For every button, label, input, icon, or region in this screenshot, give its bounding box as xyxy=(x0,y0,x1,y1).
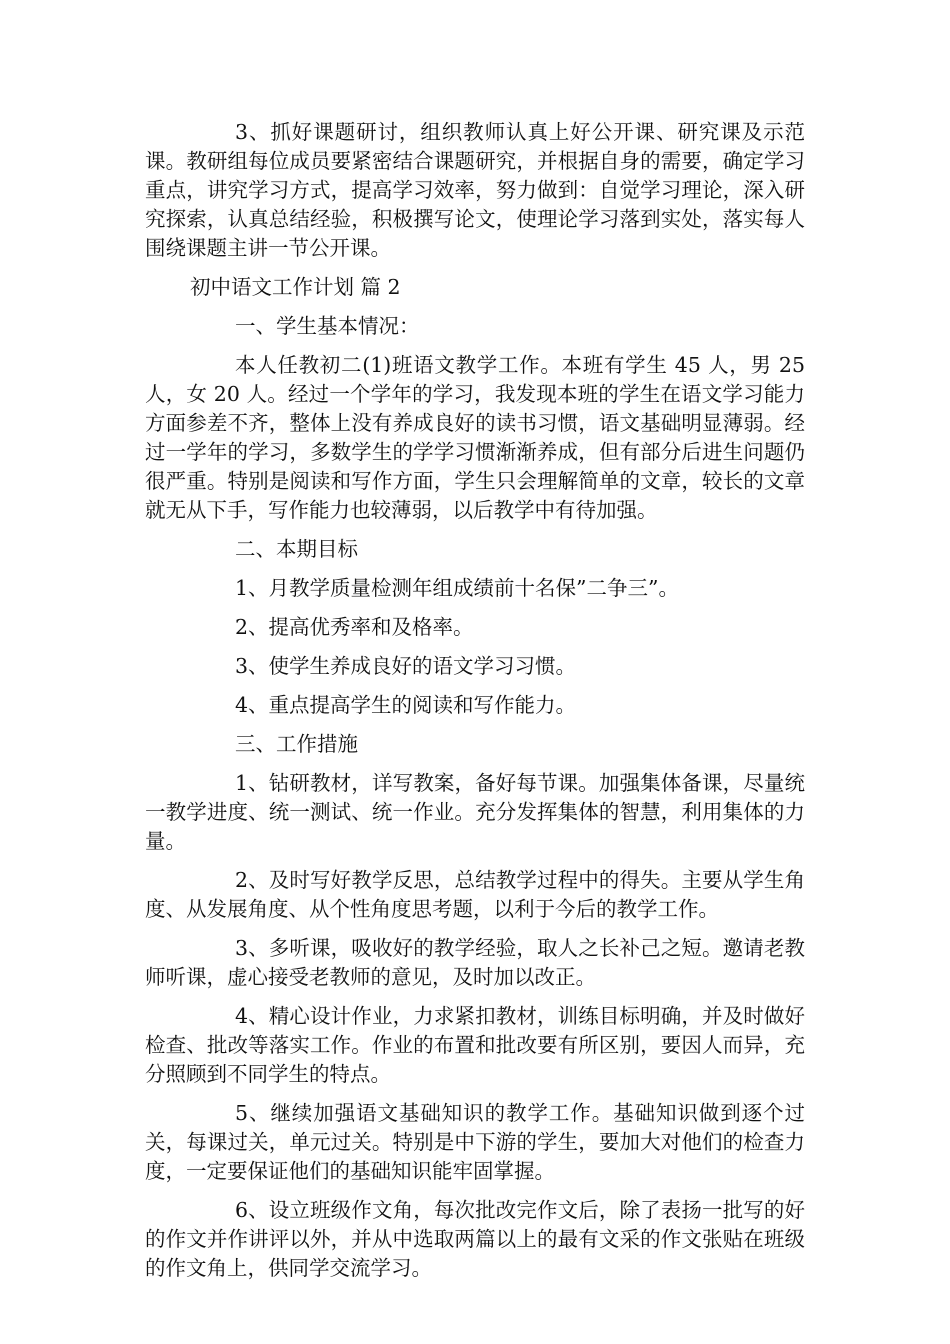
goal-item-2: 2、提高优秀率和及格率。 xyxy=(235,615,474,639)
heading-goals: 二、本期目标 xyxy=(235,537,358,561)
measure-item-2: 2、及时写好教学反思，总结教学过程中的得失。主要从学生角度、从发展角度、从个性角度思考题，以利于今后的教学工作。 xyxy=(145,868,805,921)
heading-measures: 三、工作措施 xyxy=(235,732,358,756)
goal-item-1: 1、月教学质量检测年组成绩前十名保”二争三”。 xyxy=(235,576,680,600)
document-page xyxy=(145,118,805,1293)
measure-item-4: 4、精心设计作业，力求紧扣教材，训练目标明确，并及时做好检查、批改等落实工作。作业的布置和批改要有所区别，要因人而异，充分照顾到不同学生的特点。 xyxy=(145,1004,805,1086)
measure-item-1: 1、钻研教材，详写教案，备好每节课。加强集体备课，尽量统一教学进度、统一测试、统一作业。充分发挥集体的智慧，利用集体的力量。 xyxy=(145,771,805,853)
measure-item-5: 5、继续加强语文基础知识的教学工作。基础知识做到逐个过关，每课过关，单元过关。特别是中下游的学生，要加大对他们的检查力度，一定要保证他们的基础知识能牢固掌握。 xyxy=(145,1101,805,1183)
measure-item-6: 6、设立班级作文角，每次批改完作文后，除了表扬一批写的好的作文并作讲评以外，并从中选取两篇以上的最有文采的作文张贴在班级的作文角上，供同学交流学习。 xyxy=(145,1198,805,1280)
section-title: 初中语文工作计划 篇 2 xyxy=(190,275,401,299)
goal-item-4: 4、重点提高学生的阅读和写作能力。 xyxy=(235,693,577,717)
heading-student-situation: 一、学生基本情况： xyxy=(235,314,420,338)
goal-item-3: 3、使学生养成良好的语文学习习惯。 xyxy=(235,654,577,678)
measure-item-3: 3、多听课，吸收好的教学经验，取人之长补己之短。邀请老教师听课，虚心接受老教师的意见，及时加以改正。 xyxy=(145,936,805,989)
paragraph-student-situation: 本人任教初二(1)班语文教学工作。本班有学生 45 人，男 25 人，女 20 人。经过一个学年的学习，我发现本班的学生在语文学习能力方面参差不齐，整体上没有养成良好的读书习惯，语文基础明显薄弱。经过一学年的学习，多数学生的学学习惯渐渐养成，但有部分后进生问题仍很严重。特别是阅读和写作方面，学生只会理解简单的文章，较长的文章就无从下手，写作能力也较薄弱，以后教学中有待加强。 xyxy=(145,353,805,522)
paragraph-research: 3、抓好课题研讨，组织教师认真上好公开课、研究课及示范课。教研组每位成员要紧密结合课题研究，并根据自身的需要，确定学习重点，讲究学习方式，提高学习效率，努力做到：自觉学习理论，深入研究探索，认真总结经验，积极撰写论文，使理论学习落到实处，落实每人围绕课题主讲一节公开课。 xyxy=(145,120,805,260)
